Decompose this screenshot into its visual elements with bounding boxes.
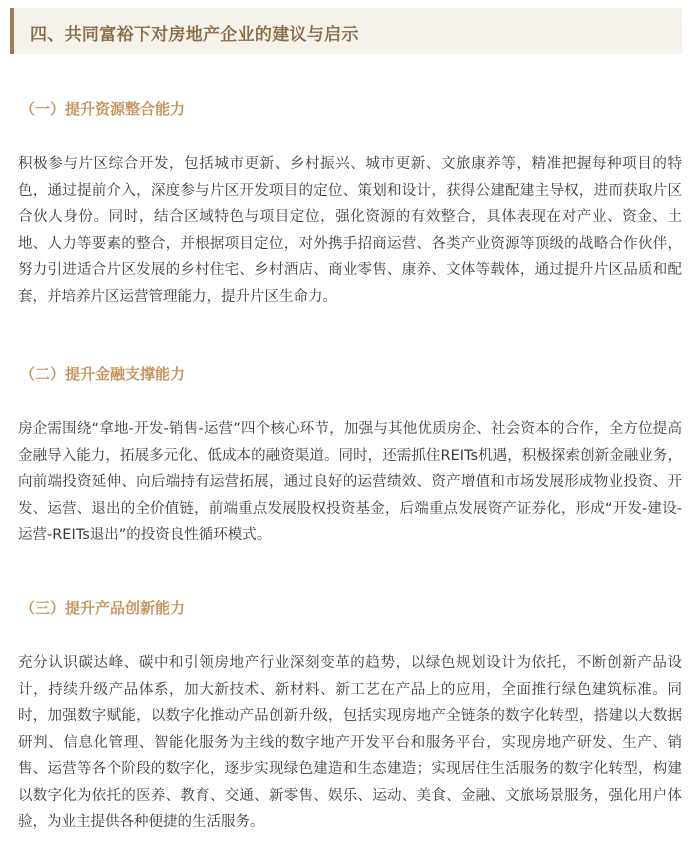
paragraph-product-innovation: 充分认识碳达峰、碳中和引领房地产行业深刻变革的趋势，以绿色规划设计为依托，不断创新产品设计，持续升级产品体系，加大新技术、新材料、新工艺在产品上的应用，全面推行绿色建筑标准。同时，加强数字赋能，以数字化推动产品创新升级，包括实现房地产全链条的数字化转型，搭建以大数据研判、信息化管理、智能化服务为主线的数字地产开发平台和服务平台，实现房地产研发、生产、销售、运营等各个阶段的数字化，逐步实现绿色建造和生态建造；实现居住生活服务的数字化转型，构建以数字化为依托的医养、教育、交通、新零售、娱乐、运动、美食、金融、文旅场景服务，强化用户体验，为业主提供各种便捷的生活服务。 [18,655,682,830]
subsection-heading-resource-integration: （一）提升资源整合能力 [20,100,186,118]
subsection-heading-financial-support: （二）提升金融支撑能力 [20,365,186,383]
section-header [10,8,682,54]
paragraph-resource-integration: 积极参与片区综合开发，包括城市更新、乡村振兴、城市更新、文旅康养等，精准把握每种项目的特色，通过提前介入，深度参与片区开发项目的定位、策划和设计，获得公建配建主导权，进而获取片区合伙人身份。同时，结合区域特色与项目定位，强化资源的有效整合，具体表现在对产业、资金、土地、人力等要素的整合，并根据项目定位，对外携手招商运营、各类产业资源等顶级的战略合作伙伴，努力引进适合片区发展的乡村住宅、乡村酒店、商业零售、康养、文体等载体，通过提升片区品质和配套，并培养片区运营管理能力，提升片区生命力。 [18,156,682,305]
subsection-heading-product-innovation: （三）提升产品创新能力 [20,599,186,617]
paragraph-financial-support: 房企需围绕“拿地-开发-销售-运营”四个核心环节，加强与其他优质房企、社会资本的合作，全方位提高金融导入能力，拓展多元化、低成本的融资渠道。同时，还需抓住REITs机遇，积极探索创新金融业务，向前端投资延伸、向后端持有运营拓展，通过良好的运营绩效、资产增值和市场发展形成物业投资、开发、运营、退出的全价值链，前端重点发展股权投资基金，后端重点发展资产证券化，形成“开发-建设-运营-REITs退出”的投资良性循环模式。 [18,421,682,543]
section-title: 四、共同富裕下对房地产企业的建议与启示 [30,25,359,45]
